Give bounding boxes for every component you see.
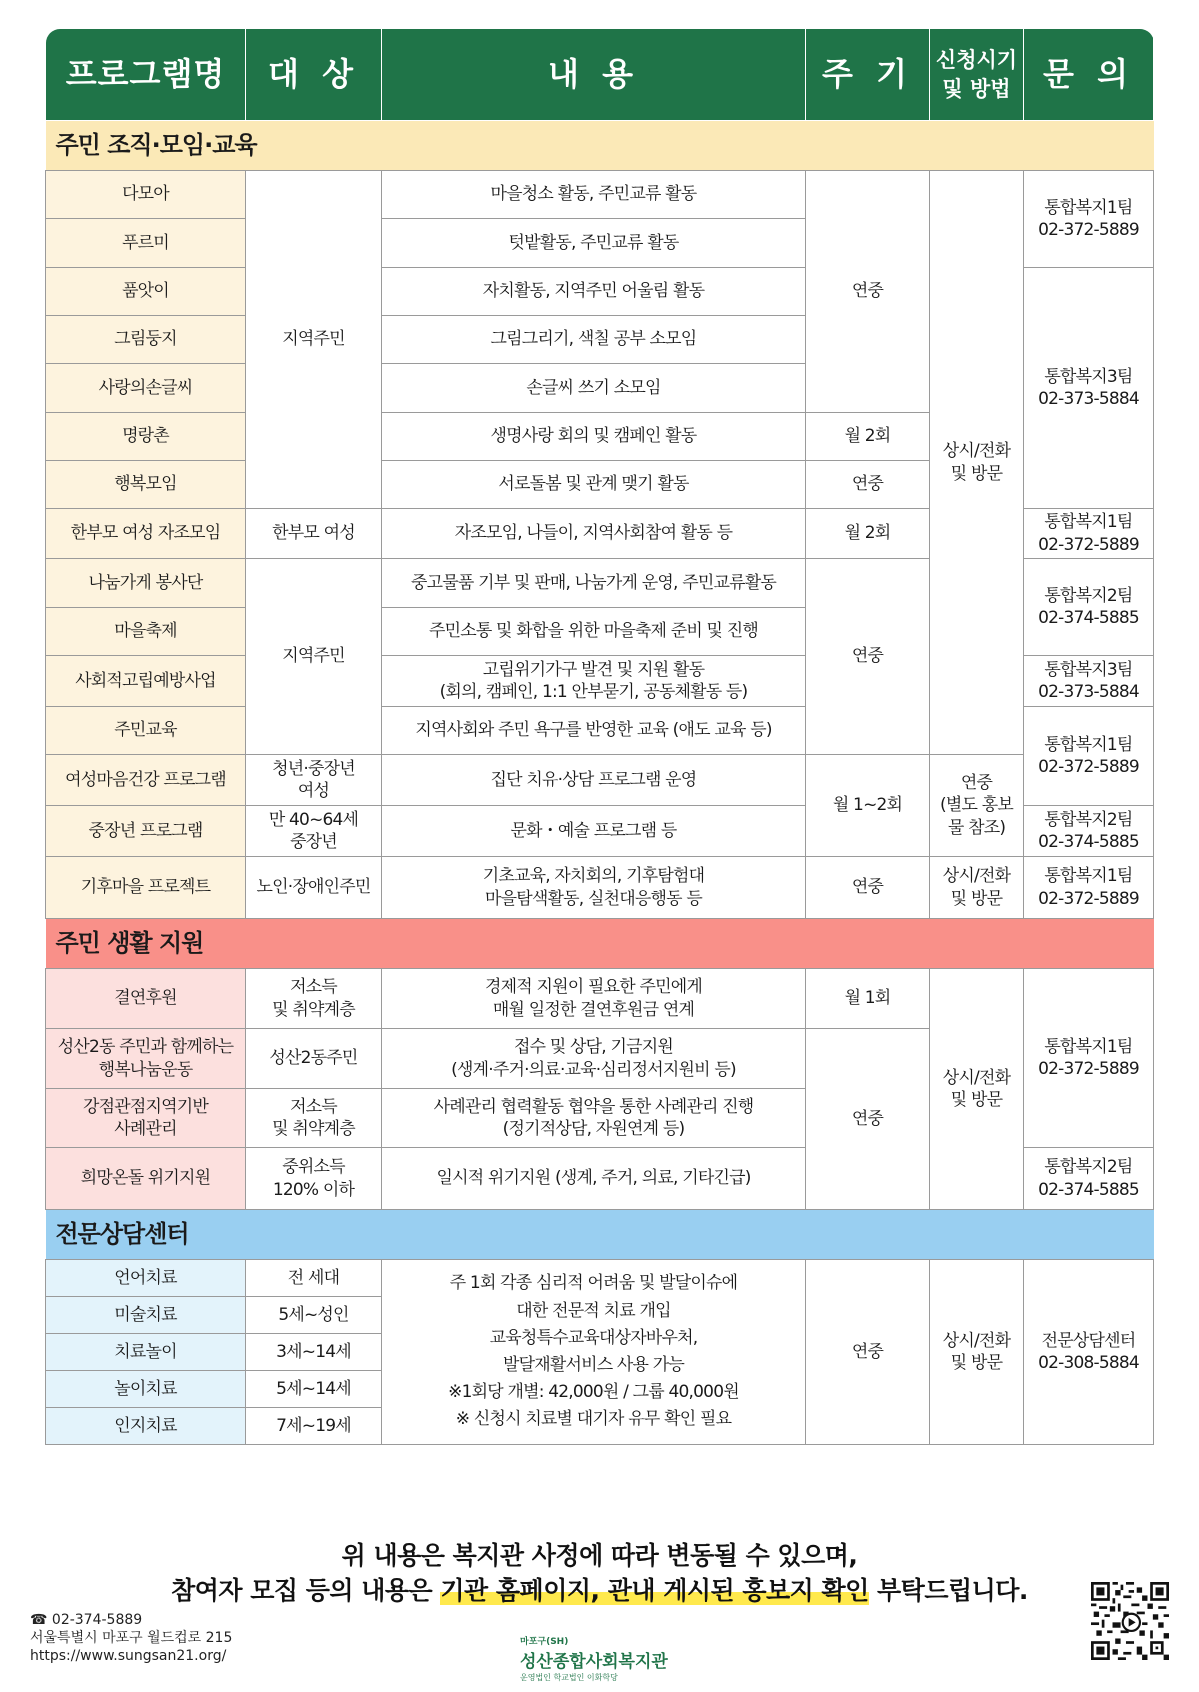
- header-apply: 신청시기 및 방법: [930, 29, 1024, 121]
- program-target: 전 세대: [246, 1260, 382, 1297]
- table-row: [46, 857, 1154, 919]
- program-target: 5세~성인: [246, 1297, 382, 1334]
- program-content: 중고물품 기부 및 판매, 나눔가게 운영, 주민교류활동: [382, 559, 806, 608]
- table-row: [46, 171, 1154, 219]
- program-name: 여성마음건강 프로그램: [46, 755, 246, 806]
- program-cycle: 연중: [806, 461, 930, 509]
- program-contact: 전문상담센터 02-308-5884: [1024, 1260, 1154, 1445]
- notice-line-2: 참여자 모집 등의 내용은 기관 홈페이지, 관내 게시된 홍보지 확인 부탁드립니다.: [171, 1576, 1028, 1605]
- section-header-1: [46, 121, 1154, 171]
- program-content: 마을청소 활동, 주민교류 활동: [382, 171, 806, 219]
- program-name: 나눔가게 봉사단: [46, 559, 246, 608]
- program-name: 인지치료: [46, 1408, 246, 1445]
- program-cycle: 월 1~2회: [806, 755, 930, 857]
- program-name: 사회적고립예방사업: [46, 656, 246, 707]
- program-target: 청년·중장년 여성: [246, 755, 382, 806]
- program-apply: 상시/전화 및 방문: [930, 969, 1024, 1210]
- program-content: 생명사랑 회의 및 캠페인 활동: [382, 413, 806, 461]
- program-target: 3세~14세: [246, 1334, 382, 1371]
- table-row: [46, 969, 1154, 1029]
- program-cycle: 월 2회: [806, 413, 930, 461]
- program-apply: 상시/전화 및 방문: [930, 857, 1024, 919]
- notice-highlight: 기관 홈페이지, 관내 게시된 홍보지 확인: [440, 1576, 869, 1605]
- header-contact: 문 의: [1024, 29, 1154, 121]
- program-name: 희망온돌 위기지원: [46, 1148, 246, 1210]
- program-content: 기초교육, 자치회의, 기후탐험대 마을탐색활동, 실천대응행동 등: [382, 857, 806, 919]
- program-content: 접수 및 상담, 기금지원 (생계·주거·의료·교육·심리정서지원비 등): [382, 1029, 806, 1089]
- program-apply: 연중 (별도 홍보 물 참조): [930, 755, 1024, 857]
- program-target: 저소득 및 취약계층: [246, 969, 382, 1029]
- program-name: 언어치료: [46, 1260, 246, 1297]
- header-program: 프로그램명: [46, 29, 246, 121]
- program-content: 주 1회 각종 심리적 어려움 및 발달이슈에 대한 전문적 치료 개입 교육청특수교육대상자바우처, 발달재활서비스 사용 가능 ※1회당 개별: 42,000원 / 그룹 40,000원 ※ 신청시 치료별 대기자 유무 확인 필요: [382, 1260, 806, 1445]
- org-name: 성산종합사회복지관: [520, 1652, 668, 1672]
- program-name: 다모아: [46, 171, 246, 219]
- header-cycle: 주 기: [806, 29, 930, 121]
- program-cycle: 월 2회: [806, 509, 930, 559]
- program-target: 성산2동주민: [246, 1029, 382, 1089]
- section-title-1: 주민 조직·모임·교육: [46, 121, 1154, 171]
- program-content: 그림그리기, 색칠 공부 소모임: [382, 316, 806, 364]
- program-content: 문화・예술 프로그램 등: [382, 806, 806, 857]
- program-name: 주민교육: [46, 707, 246, 755]
- program-target: 저소득 및 취약계층: [246, 1089, 382, 1148]
- program-name: 놀이치료: [46, 1371, 246, 1408]
- program-content: 텃밭활동, 주민교류 활동: [382, 219, 806, 268]
- program-target: 7세~19세: [246, 1408, 382, 1445]
- program-name: 품앗이: [46, 268, 246, 316]
- program-content: 지역사회와 주민 욕구를 반영한 교육 (애도 교육 등): [382, 707, 806, 755]
- header-target: 대 상: [246, 29, 382, 121]
- program-content: 손글씨 쓰기 소모임: [382, 364, 806, 413]
- program-contact: 통합복지1팀 02-372-5889: [1024, 509, 1154, 559]
- org-operator: 운영법인 학교법인 이화학당: [520, 1673, 618, 1682]
- program-content: 사례관리 협력활동 협약을 통한 사례관리 진행 (정기적상담, 자원연계 등): [382, 1089, 806, 1148]
- program-contact: 통합복지1팀 02-372-5889: [1024, 707, 1154, 806]
- program-name: 중장년 프로그램: [46, 806, 246, 857]
- program-contact: 통합복지3팀 02-373-5884: [1024, 268, 1154, 509]
- program-content: 자치활동, 지역주민 어울림 활동: [382, 268, 806, 316]
- program-name: 마을축제: [46, 608, 246, 656]
- program-contact: 통합복지2팀 02-374-5885: [1024, 806, 1154, 857]
- program-content: 자조모임, 나들이, 지역사회참여 활동 등: [382, 509, 806, 559]
- program-name: 강점관점지역기반 사례관리: [46, 1089, 246, 1148]
- program-content: 고립위기가구 발견 및 지원 활동 (회의, 캠페인, 1:1 안부묻기, 공동체활동 등): [382, 656, 806, 707]
- program-contact: 통합복지2팀 02-374-5885: [1024, 1148, 1154, 1210]
- section-title-2: 주민 생활 지원: [46, 919, 1154, 969]
- program-contact: 통합복지1팀 02-372-5889: [1024, 969, 1154, 1148]
- org-logo: [520, 1634, 668, 1683]
- program-target: 지역주민: [246, 171, 382, 509]
- qr-code[interactable]: [1091, 1582, 1169, 1660]
- address: 서울특별시 마포구 월드컵로 215: [30, 1630, 233, 1647]
- program-target: 5세~14세: [246, 1371, 382, 1408]
- program-name: 기후마을 프로젝트: [46, 857, 246, 919]
- table-row: [46, 755, 1154, 806]
- program-cycle: 연중: [806, 1029, 930, 1210]
- org-sub: 마포구(SH): [520, 1637, 569, 1647]
- program-name: 행복모임: [46, 461, 246, 509]
- program-name: 치료놀이: [46, 1334, 246, 1371]
- program-content: 주민소통 및 화합을 위한 마을축제 준비 및 진행: [382, 608, 806, 656]
- program-name: 성산2동 주민과 함께하는 행복나눔운동: [46, 1029, 246, 1089]
- program-cycle: 연중: [806, 1260, 930, 1445]
- program-content: 일시적 위기지원 (생계, 주거, 의료, 기타긴급): [382, 1148, 806, 1210]
- program-name: 미술치료: [46, 1297, 246, 1334]
- program-name: 한부모 여성 자조모임: [46, 509, 246, 559]
- program-name: 푸르미: [46, 219, 246, 268]
- table-row: [46, 1260, 1154, 1297]
- phone-icon: ☎: [30, 1612, 48, 1628]
- program-name: 그림둥지: [46, 316, 246, 364]
- program-contact: 통합복지1팀 02-372-5889: [1024, 171, 1154, 268]
- program-apply: 상시/전화 및 방문: [930, 1260, 1024, 1445]
- website-link[interactable]: https://www.sungsan21.org/: [30, 1648, 227, 1665]
- notice-line-1: 위 내용은 복지관 사정에 따라 변동될 수 있으며,: [341, 1541, 858, 1570]
- program-cycle: 월 1회: [806, 969, 930, 1029]
- program-target: 지역주민: [246, 559, 382, 755]
- program-contact: 통합복지3팀 02-373-5884: [1024, 656, 1154, 707]
- section-header-3: [46, 1210, 1154, 1260]
- program-contact: 통합복지2팀 02-374-5885: [1024, 559, 1154, 656]
- qr-code-icon: [1091, 1582, 1169, 1660]
- program-target: 한부모 여성: [246, 509, 382, 559]
- program-content: 집단 치유·상담 프로그램 운영: [382, 755, 806, 806]
- program-cycle: 연중: [806, 857, 930, 919]
- program-contact: 통합복지1팀 02-372-5889: [1024, 857, 1154, 919]
- program-content: 서로돌봄 및 관계 맺기 활동: [382, 461, 806, 509]
- header-row: [46, 29, 1154, 121]
- program-table: [45, 28, 1154, 1445]
- program-cycle: 연중: [806, 171, 930, 413]
- program-target: 중위소득 120% 이하: [246, 1148, 382, 1210]
- program-name: 명랑촌: [46, 413, 246, 461]
- program-target: 노인·장애인주민: [246, 857, 382, 919]
- contact-block: [30, 1611, 232, 1666]
- section-title-3: 전문상담센터: [46, 1210, 1154, 1260]
- program-name: 결연후원: [46, 969, 246, 1029]
- header-content: 내 용: [382, 29, 806, 121]
- program-content: 경제적 지원이 필요한 주민에게 매월 일정한 결연후원금 연계: [382, 969, 806, 1029]
- program-target: 만 40~64세 중장년: [246, 806, 382, 857]
- program-apply: 상시/전화 및 방문: [930, 171, 1024, 755]
- program-cycle: 연중: [806, 559, 930, 755]
- section-header-2: [46, 919, 1154, 969]
- program-name: 사랑의손글씨: [46, 364, 246, 413]
- phone-line: ☎ 02-374-5889: [30, 1612, 143, 1628]
